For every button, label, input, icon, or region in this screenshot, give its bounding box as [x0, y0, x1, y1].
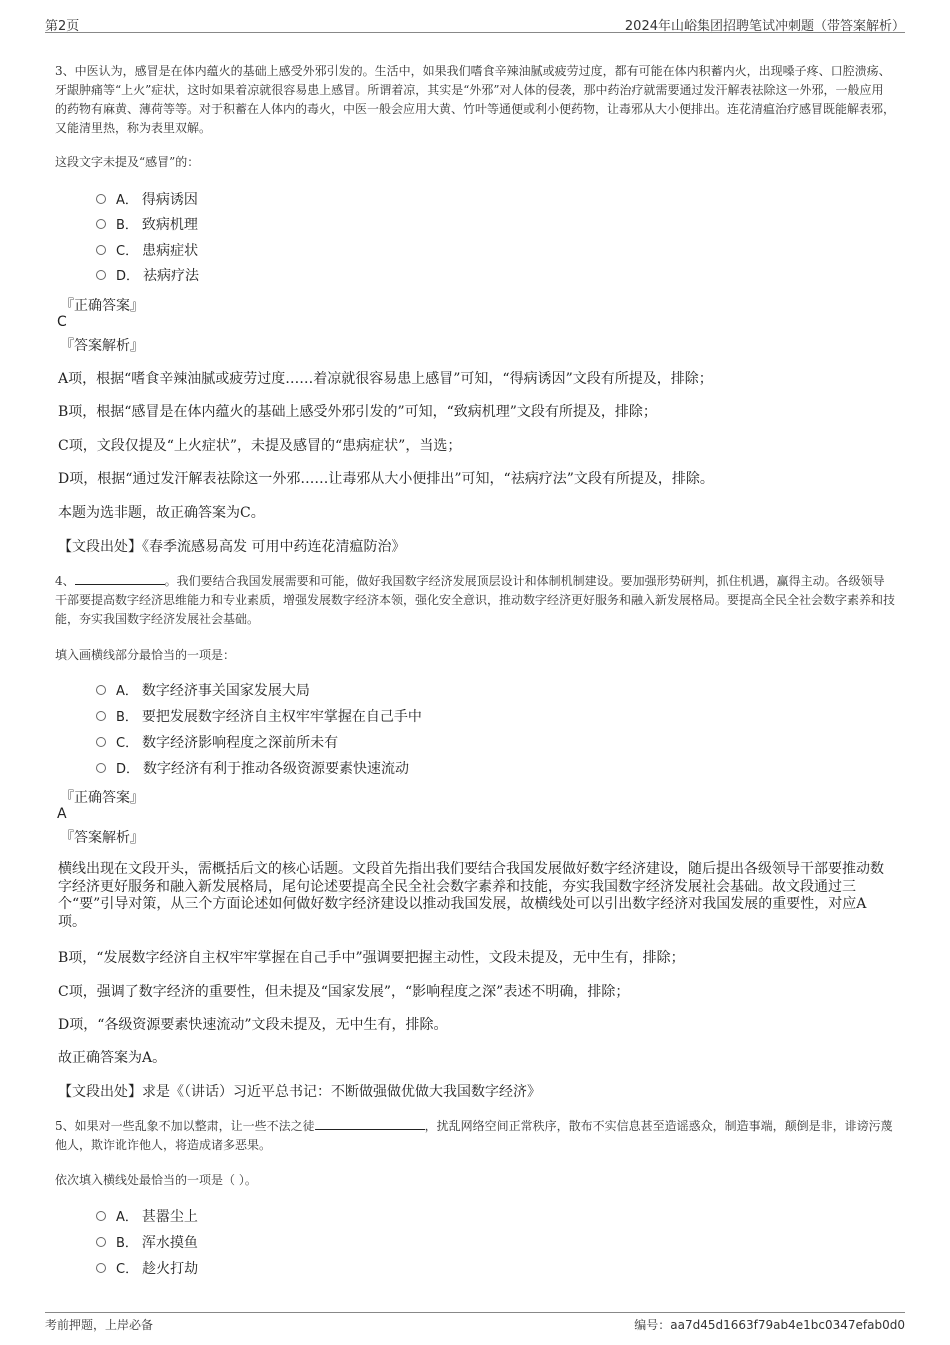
q3-source: 【文段出处】《春季流感易高发 可用中药连花清瘟防治》 [58, 539, 406, 555]
q3-analysis-d: D项，根据“通过发汗解表祛除这一外邪……让毒邪从大小便排出”可知，“祛病疗法”文段有所提及，排除。 [58, 471, 714, 487]
radio-icon[interactable] [96, 219, 106, 229]
q5-option-c[interactable]: C． 趁火打劫 [96, 1258, 198, 1280]
q4-answer-label: 『正确答案』 [60, 790, 144, 806]
radio-icon[interactable] [96, 1211, 106, 1221]
q3-analysis-a: A项，根据“嗜食辛辣油腻或疲劳过度……着凉就很容易患上感冒”可知，“得病诱因”文段有所提及，排除； [58, 371, 713, 387]
q3-option-d[interactable]: D． 祛病疗法 [96, 265, 199, 287]
q4-option-d[interactable]: D． 数字经济有利于推动各级资源要素快速流动 [96, 758, 409, 780]
page-header [45, 12, 905, 33]
q4-source: 【文段出处】求是《（讲话）习近平总书记：不断做强做优做大我国数字经济》 [58, 1084, 541, 1100]
radio-icon[interactable] [96, 1237, 106, 1247]
q4-conclusion: 故正确答案为A。 [58, 1050, 167, 1066]
q4-option-a[interactable]: A． 数字经济事关国家发展大局 [96, 680, 310, 702]
q3-question: 这段文字未提及“感冒”的： [55, 155, 200, 169]
q4-option-b[interactable]: B． 要把发展数字经济自主权牢牢掌握在自己手中 [96, 706, 422, 728]
q3-analysis-c: C项，文段仅提及“上火症状”，未提及感冒的“患病症状”，当选； [58, 438, 462, 454]
q3-option-b[interactable]: B． 致病机理 [96, 214, 198, 236]
fill-blank [315, 1117, 425, 1130]
q3-conclusion: 本题为选非题，故正确答案为C。 [58, 505, 265, 521]
q4-analysis-d: D项，“各级资源要素快速流动”文段未提及，无中生有，排除。 [58, 1017, 448, 1033]
q4-question: 填入画横线部分最恰当的一项是： [55, 648, 236, 662]
page-footer [45, 1312, 905, 1337]
fill-blank [75, 572, 165, 585]
radio-icon[interactable] [96, 685, 106, 695]
q4-passage: 4、 。我们要结合我国发展需要和可能，做好我国数字经济发展顶层设计和体制机制建设。要加强形势研判，抓住机遇，赢得主动。各级领导干部要提高数字经济思维能力和专业素质，增强发展数字经济本领，强化安全意识，推动数字经济更好服务和融入新发展格局。要提高全民全社会数字素养和技能，夯实我国数字经济发展社会基础。 [55, 574, 896, 626]
q3-option-a[interactable]: A． 得病诱因 [96, 189, 198, 211]
page-number: 第2页 [45, 19, 80, 34]
q4-analysis-c: C项，强调了数字经济的重要性，但未提及“国家发展”，“影响程度之深”表述不明确，排除； [58, 984, 630, 1000]
radio-icon[interactable] [96, 763, 106, 773]
q4-answer: A [57, 806, 67, 822]
radio-icon[interactable] [96, 711, 106, 721]
q3-analysis-label: 『答案解析』 [60, 338, 144, 354]
q3-answer-label: 『正确答案』 [60, 298, 144, 314]
q5-option-a[interactable]: A． 甚嚣尘上 [96, 1206, 198, 1228]
q4-option-c[interactable]: C． 数字经济影响程度之深前所未有 [96, 732, 338, 754]
radio-icon[interactable] [96, 270, 106, 280]
q3-option-c[interactable]: C． 患病症状 [96, 240, 198, 262]
q4-analysis-main: 横线出现在文段开头，需概括后文的核心话题。文段首先指出我们要结合我国发展做好数字经济建设，随后提出各级领导干部要推动数字经济更好服务和融入新发展格局，尾句论述要提高全民全社会数字素养和技能，夯实我国数字经济发展社会基础。故文段通过三个“要”引导对策，从三个方面论述如何做好数字经济建设以推动我国发展，故横线处可以引出数字经济对我国发展的重要性，对应A项。 [58, 861, 884, 930]
q5-passage: 5、如果对一些乱象不加以整肃，让一些不法之徒 ，扰乱网络空间正常秩序，散布不实信息甚至造谣惑众，制造事端，颠倒是非，诽谤污蔑他人，欺诈讹诈他人，将造成诸多恶果。 [55, 1119, 893, 1152]
radio-icon[interactable] [96, 737, 106, 747]
document-code: 编号：aa7d45d1663f79ab4e1bc0347efab0d0 [634, 1318, 905, 1332]
q4-analysis-label: 『答案解析』 [60, 830, 144, 846]
document-title: 2024年山峪集团招聘笔试冲刺题（带答案解析） [624, 19, 905, 34]
q5-question: 依次填入横线处最恰当的一项是（ ）。 [55, 1173, 257, 1187]
radio-icon[interactable] [96, 1263, 106, 1273]
q3-answer: C [57, 314, 67, 330]
q3-analysis-b: B项，根据“感冒是在体内蕴火的基础上感受外邪引发的”可知，“致病机理”文段有所提及，排除； [58, 404, 657, 420]
radio-icon[interactable] [96, 245, 106, 255]
q3-passage: 3、中医认为，感冒是在体内蕴火的基础上感受外邪引发的。生活中，如果我们嗜食辛辣油腻或疲劳过度，都有可能在体内积蓄内火，出现嗓子疼、口腔溃疡、牙龈肿痛等“上火”症状，这时如果着凉就很容易患上感冒。所谓着凉，其实是“外邪”对人体的侵袭，那中药治疗就需要通过发汗解表祛除这一外邪，一般应用的药物有麻黄、薄荷等等。对于积蓄在人体内的毒火，中医一般会应用大黄、竹叶等通便或利小便药物，让毒邪从大小便排出。连花清瘟治疗感冒既能解表邪，又能清里热，称为表里双解。 [55, 64, 896, 135]
q4-analysis-b: B项，“发展数字经济自主权牢牢掌握在自己手中”强调要把握主动性，文段未提及，无中生有，排除； [58, 950, 685, 966]
q5-option-b[interactable]: B． 浑水摸鱼 [96, 1232, 198, 1254]
footer-slogan: 考前押题，上岸必备 [45, 1318, 154, 1332]
radio-icon[interactable] [96, 194, 106, 204]
